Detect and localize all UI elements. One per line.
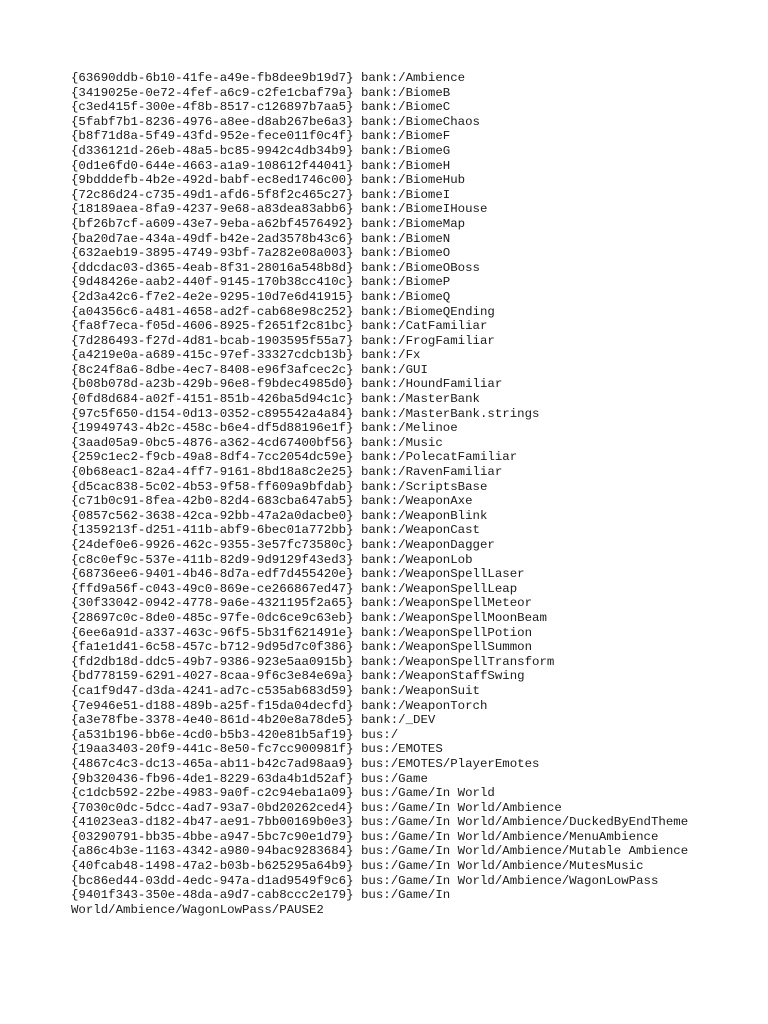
text-line: World/Ambience/WagonLowPass/PAUSE2 [71, 902, 324, 917]
text-line: {1359213f-d251-411b-abf9-6bec01a772bb} bank:/WeaponCast [71, 523, 480, 538]
text-line: {ddcdac03-d365-4eab-8f31-28016a548b8d} bank:/BiomeOBoss [71, 260, 480, 275]
text-line: {ca1f9d47-d3da-4241-ad7c-c535ab683d59} bank:/WeaponSuit [71, 683, 480, 698]
text-line: {7d286493-f27d-4d81-bcab-1903595f55a7} bank:/FrogFamiliar [71, 333, 495, 348]
text-line: {0857c562-3638-42ca-92bb-47a2a0dacbe0} bank:/WeaponBlink [71, 508, 488, 523]
text-line: {c8c0ef9c-537e-411b-82d9-9d9129f43ed3} bank:/WeaponLob [71, 552, 473, 567]
text-line: {19aa3403-20f9-441c-8e50-fc7cc900981f} bus:/EMOTES [71, 742, 443, 757]
text-line: {18189aea-8fa9-4237-9e68-a83dea83abb6} bank:/BiomeIHouse [71, 202, 488, 217]
text-line: {03290791-bb35-4bbe-a947-5bc7c90e1d79} bus:/Game/In World/Ambience/MenuAmbience [71, 829, 659, 844]
text-line: {28697c0c-8de0-485c-97fe-0dc6ce9c63eb} bank:/WeaponSpellMoonBeam [71, 610, 547, 625]
text-line: {c71b0c91-8fea-42b0-82d4-683cba647ab5} bank:/WeaponAxe [71, 494, 473, 509]
text-line: {bf26b7cf-a609-43e7-9eba-a62bf4576492} bank:/BiomeMap [71, 216, 466, 231]
text-line: {30f33042-0942-4778-9a6e-4321195f2a65} bank:/WeaponSpellMeteor [71, 596, 533, 611]
text-line: {41023ea3-d182-4b47-ae91-7bb00169b0e3} bus:/Game/In World/Ambience/DuckedByEndTheme [71, 815, 689, 830]
text-line: {7e946e51-d188-489b-a25f-f15da04decfd} bank:/WeaponTorch [71, 698, 488, 713]
text-line: {5fabf7b1-8236-4976-a8ee-d8ab267be6a3} bank:/BiomeChaos [71, 114, 480, 129]
text-line: {0d1e6fd0-644e-4663-a1a9-108612f44041} bank:/BiomeH [71, 158, 451, 173]
text-line: {a3e78fbe-3378-4e40-861d-4b20e8a78de5} bank:/_DEV [71, 713, 436, 728]
text-line: {632aeb19-3895-4749-93bf-7a282e08a003} bank:/BiomeO [71, 246, 451, 261]
text-line: {9401f343-350e-48da-a9d7-cab8ccc2e179} bus:/Game/In [71, 888, 451, 903]
text-line: {3aad05a9-0bc5-4876-a362-4cd67400bf56} bank:/Music [71, 435, 443, 450]
text-line: {3419025e-0e72-4fef-a6c9-c2fe1cbaf79a} bank:/BiomeB [71, 85, 451, 100]
text-line: {0b68eac1-82a4-4ff7-9161-8bd18a8c2e25} bank:/RavenFamiliar [71, 465, 503, 480]
text-line: {7030c0dc-5dcc-4ad7-93a7-0bd20262ced4} bus:/Game/In World/Ambience [71, 800, 562, 815]
text-line: {b8f71d8a-5f49-43fd-952e-fece011f0c4f} bank:/BiomeF [71, 129, 451, 144]
text-line: {2d3a42c6-f7e2-4e2e-9295-10d7e6d41915} bank:/BiomeQ [71, 289, 451, 304]
text-line: {c3ed415f-300e-4f8b-8517-c126897b7aa5} bank:/BiomeC [71, 100, 451, 115]
text-line: {4867c4c3-dc13-465a-ab11-b42c7ad98aa9} bus:/EMOTES/PlayerEmotes [71, 756, 540, 771]
text-line: {d336121d-26eb-48a5-bc85-9942c4db34b9} bank:/BiomeG [71, 143, 451, 158]
text-line: {d5cac838-5c02-4b53-9f58-ff609a9bfdab} bank:/ScriptsBase [71, 479, 488, 494]
text-line: {a04356c6-a481-4658-ad2f-cab68e98c252} bank:/BiomeQEnding [71, 304, 495, 319]
text-line: {97c5f650-d154-0d13-0352-c895542a4a84} bank:/MasterBank.strings [71, 406, 540, 421]
text-line: {68736ee6-9401-4b46-8d7a-edf7d455420e} bank:/WeaponSpellLaser [71, 567, 525, 582]
text-line: {bd778159-6291-4027-8caa-9f6c3e84e69a} bank:/WeaponStaffSwing [71, 669, 525, 684]
text-line: {259c1ec2-f9cb-49a8-8df4-7cc2054dc59e} bank:/PolecatFamiliar [71, 450, 518, 465]
text-line: {9d48426e-aab2-440f-9145-170b38cc410c} bank:/BiomeP [71, 275, 451, 290]
text-line: {40fcab48-1498-47a2-b03b-b625295a64b9} bus:/Game/In World/Ambience/MutesMusic [71, 859, 644, 874]
text-line: {8c24f8a6-8dbe-4ec7-8408-e96f3afcec2c} bank:/GUI [71, 362, 428, 377]
text-line: {a86c4b3e-1163-4342-a980-94bac9283684} bus:/Game/In World/Ambience/Mutable Ambience [71, 844, 689, 859]
text-line: {fd2db18d-ddc5-49b7-9386-923e5aa0915b} bank:/WeaponSpellTransform [71, 654, 555, 669]
text-line: {9b320436-fb96-4de1-8229-63da4b1d52af} bus:/Game [71, 771, 428, 786]
document-page [71, 71, 731, 917]
text-line: {ffd9a56f-c043-49c0-869e-ce266867ed47} bank:/WeaponSpellLeap [71, 581, 518, 596]
text-line: {fa8f7eca-f05d-4606-8925-f2651f2c81bc} bank:/CatFamiliar [71, 319, 488, 334]
text-line: {a4219e0a-a689-415c-97ef-33327cdcb13b} bank:/Fx [71, 348, 421, 363]
text-line: {6ee6a91d-a337-463c-96f5-5b31f621491e} bank:/WeaponSpellPotion [71, 625, 533, 640]
text-line: {19949743-4b2c-458c-b6e4-df5d88196e1f} bank:/Melinoe [71, 421, 458, 436]
text-line: {c1dcb592-22be-4983-9a0f-c2c94eba1a09} bus:/Game/In World [71, 786, 495, 801]
text-line: {0fd8d684-a02f-4151-851b-426ba5d94c1c} bank:/MasterBank [71, 392, 480, 407]
text-line: {72c86d24-c735-49d1-afd6-5f8f2c465c27} bank:/BiomeI [71, 187, 451, 202]
text-line: {ba20d7ae-434a-49df-b42e-2ad3578b43c6} bank:/BiomeN [71, 231, 451, 246]
text-line: {24def0e6-9926-462c-9355-3e57fc73580c} bank:/WeaponDagger [71, 538, 495, 552]
text-line: {9bdddefb-4b2e-492d-babf-ec8ed1746c00} bank:/BiomeHub [71, 173, 466, 188]
text-line: {a531b196-bb6e-4cd0-b5b3-420e81b5af19} bus:/ [71, 727, 399, 742]
text-line: {bc86ed44-03dd-4edc-947a-d1ad9549f9c6} bus:/Game/In World/Ambience/WagonLowPass [71, 873, 659, 888]
text-line: {b08b078d-a23b-429b-96e8-f9bdec4985d0} bank:/HoundFamiliar [71, 377, 503, 392]
text-line: {fa1e1d41-6c58-457c-b712-9d95d7c0f386} bank:/WeaponSpellSummon [71, 640, 533, 655]
text-line: {63690ddb-6b10-41fe-a49e-fb8dee9b19d7} bank:/Ambience [71, 71, 466, 85]
